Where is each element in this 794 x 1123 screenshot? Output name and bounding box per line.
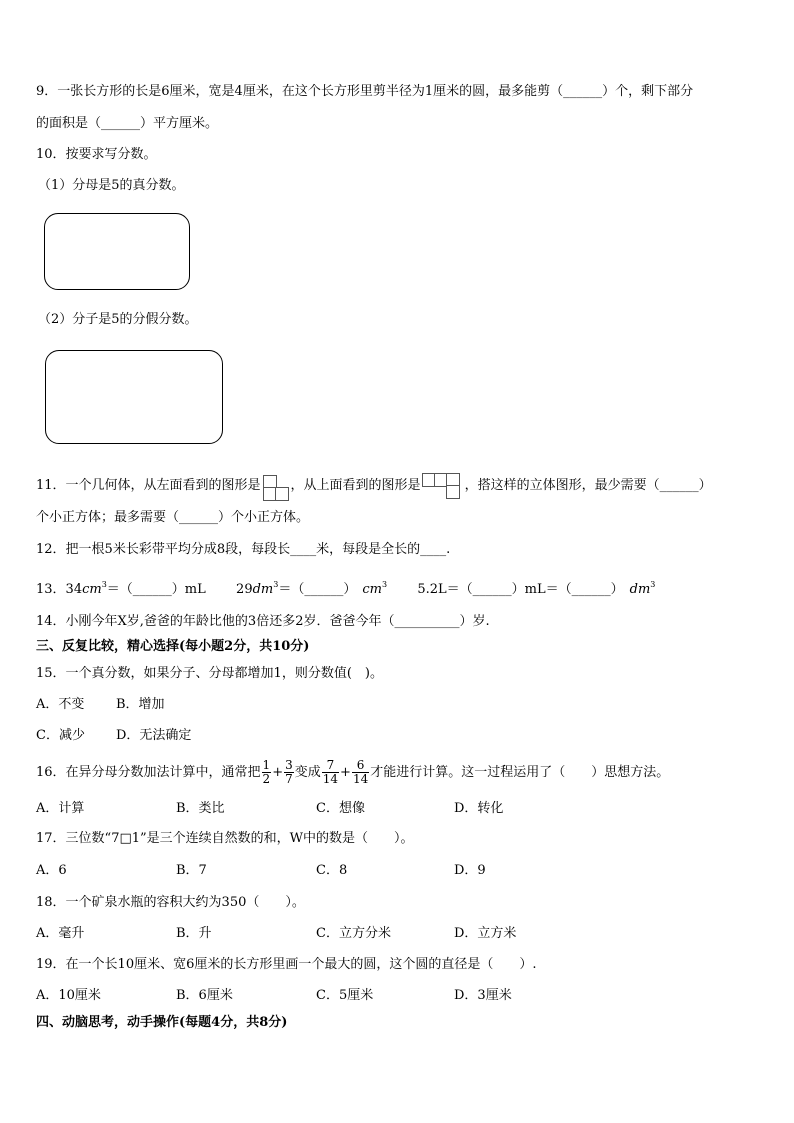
q10-sub1: （1）分母是5的真分数。 — [38, 178, 185, 193]
q15-option-c[interactable]: C．减少 — [36, 728, 85, 743]
q11-part2: ，从上面看到的图形是 — [290, 478, 421, 493]
q14-text: 14．小刚今年X岁,爸爸的年龄比他的3倍还多2岁．爸爸今年（__________）岁. — [36, 614, 490, 629]
exp-b2: 3 — [381, 580, 388, 589]
answer-box-1[interactable] — [44, 213, 190, 290]
q15-options-row1 — [36, 696, 165, 714]
q15-option-d[interactable]: D．无法确定 — [116, 728, 192, 743]
q15-text: 15．一个真分数，如果分子、分母都增加1，则分数值( )。 — [36, 666, 383, 681]
q13-b-rest: ＝（______） — [278, 582, 357, 597]
q19-option-a[interactable]: A．10厘米 — [36, 988, 101, 1003]
q18-option-a[interactable]: A．毫升 — [36, 926, 85, 941]
q16-pre: 16．在异分母分数加法计算中，通常把 — [36, 765, 261, 780]
q13-a-rest: ＝（______）mL — [106, 582, 206, 597]
q11-part3: ，搭这样的立体图形，最少需要（______） — [464, 478, 712, 493]
fraction-3-7: $\frac{3}{7}$ — [285, 758, 293, 786]
answer-box-2[interactable] — [45, 350, 223, 444]
q18-option-b[interactable]: B．升 — [176, 926, 212, 941]
q17-text: 17．三位数“7□1”是三个连续自然数的和，W中的数是（ ）。 — [36, 831, 414, 846]
q16-options — [36, 800, 503, 818]
left-view-figure — [261, 475, 291, 497]
q19-option-d[interactable]: D．3厘米 — [454, 988, 512, 1003]
unit-cm-b: cm — [362, 582, 382, 597]
q15-option-a[interactable]: A．不变 — [36, 697, 85, 712]
fraction-6-14: $\frac{6}{14}$ — [352, 758, 369, 786]
q13-b-num: 29 — [236, 582, 253, 597]
q19-option-c[interactable]: C．5厘米 — [316, 988, 374, 1003]
q9-line2: 的面积是（______）平方厘米。 — [36, 116, 219, 131]
exp-b: 3 — [273, 580, 279, 589]
q18-option-d[interactable]: D．立方米 — [454, 926, 517, 941]
q11-part1: 11．一个几何体，从左面看到的图形是 — [36, 478, 261, 493]
q17-option-b[interactable]: B．7 — [176, 863, 207, 878]
q11-line2: 个小正方体；最多需要（______）个小正方体。 — [36, 510, 310, 525]
unit-cm-a: cm — [82, 582, 102, 597]
q15-option-b[interactable]: B．增加 — [116, 697, 165, 712]
q15-options-row2 — [36, 727, 191, 745]
q18-text: 18．一个矿泉水瓶的容积大约为350（ ）。 — [36, 895, 305, 910]
q18-options — [36, 925, 516, 943]
q17-option-a[interactable]: A．6 — [36, 863, 67, 878]
q19-options — [36, 987, 512, 1005]
plus-2: + — [340, 765, 351, 780]
unit-dm-b: dm — [252, 582, 274, 597]
q16-option-d[interactable]: D．转化 — [454, 801, 504, 816]
q16-line — [36, 758, 669, 788]
q16-post: 才能进行计算。这一过程运用了（ ）思想方法。 — [370, 765, 670, 780]
q18-option-c[interactable]: C．立方分米 — [316, 926, 391, 941]
q10-sub2: （2）分子是5的分假分数。 — [38, 312, 198, 327]
unit-dm-c: dm — [629, 582, 651, 597]
q10-title: 10．按要求写分数。 — [36, 147, 157, 162]
section4-title: 四、动脑思考，动手操作(每题4分，共8分) — [36, 1015, 288, 1030]
plus-1: + — [272, 765, 284, 780]
section3-title: 三、反复比较，精心选择(每小题2分，共10分) — [36, 639, 310, 654]
q13-c-text: 5.2L＝（______）mL＝（______） — [417, 582, 624, 597]
q16-option-c[interactable]: C．想像 — [316, 801, 365, 816]
fraction-1-2: $\frac{1}{2}$ — [262, 758, 271, 786]
exp-a: 3 — [101, 580, 107, 589]
q9-line1: 9．一张长方形的长是6厘米，宽是4厘米，在这个长方形里剪半径为1厘米的圆，最多能剪（______）个，剩下部分 — [36, 84, 694, 99]
q12-text: 12．把一根5米长彩带平均分成8段，每段长____米，每段是全长的____. — [36, 542, 451, 557]
q13-line — [36, 576, 655, 599]
q17-options — [36, 862, 486, 880]
q16-option-b[interactable]: B．类比 — [176, 801, 225, 816]
top-view-figure — [421, 473, 465, 499]
q19-text: 19．在一个长10厘米、宽6厘米的长方形里画一个最大的圆，这个圆的直径是（ ）. — [36, 957, 537, 972]
q13-a-num: 13．34 — [36, 582, 83, 597]
q19-option-b[interactable]: B．6厘米 — [176, 988, 233, 1003]
q16-mid: 变成 — [294, 765, 321, 780]
q17-option-c[interactable]: C．8 — [316, 863, 348, 878]
q11-line1 — [36, 473, 712, 499]
q16-option-a[interactable]: A．计算 — [36, 801, 85, 816]
exp-c: 3 — [650, 580, 656, 589]
q17-option-d[interactable]: D．9 — [454, 863, 486, 878]
fraction-7-14: $\frac{7}{14}$ — [322, 758, 339, 786]
